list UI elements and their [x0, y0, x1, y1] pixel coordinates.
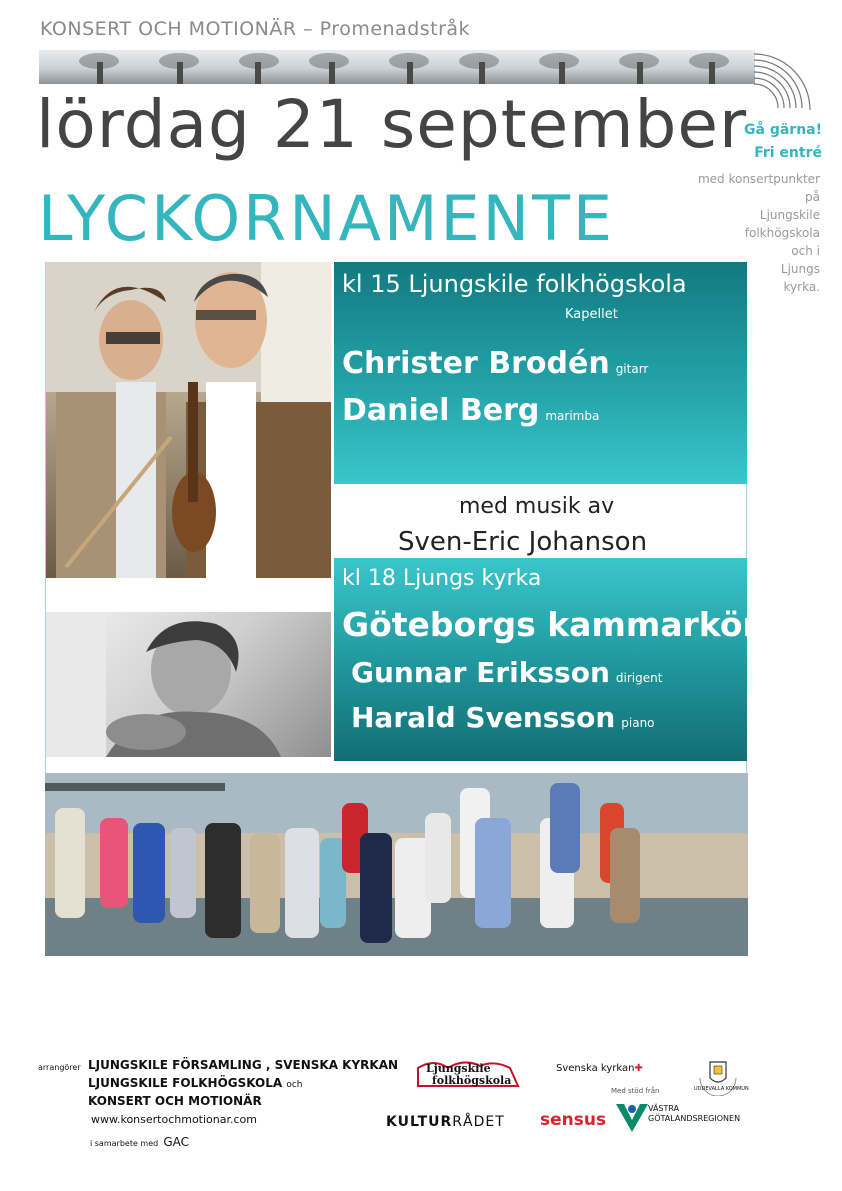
free-entry-note: Fri entré	[754, 145, 822, 161]
event-date: lördag 21 september	[36, 86, 748, 163]
composer-name: Sven-Eric Johanson	[398, 527, 648, 557]
kulturradet-logo	[386, 1114, 505, 1130]
collab-line	[90, 1131, 189, 1150]
event-title: LYCKORNAMENTE	[38, 182, 616, 255]
performer-row	[342, 346, 648, 381]
vgr-text-line1: VÄSTRA	[648, 1104, 680, 1113]
organizer-conjunction: och	[286, 1080, 303, 1090]
concert2-time-place: kl 18 Ljungs kyrka	[342, 566, 542, 591]
tree-banner-photo	[39, 50, 755, 84]
performer-name: Harald Svensson	[351, 701, 616, 734]
composer-intro: med musik av	[459, 494, 615, 519]
side-desc-line: Ljungskile	[759, 208, 820, 222]
vastra-gotalandsregionen-logo	[614, 1100, 772, 1136]
organizers-label: arrangörer	[38, 1063, 81, 1072]
cross-icon: ✚	[634, 1063, 643, 1074]
free-note-line1: Gå gärna!	[744, 122, 822, 138]
side-desc-line: och i	[791, 244, 820, 258]
organizer-line	[88, 1076, 303, 1090]
organizer-name: LJUNGSKILE FOLKHÖGSKOLA	[88, 1076, 283, 1090]
performer-name: Gunnar Eriksson	[351, 656, 610, 689]
musicians-photo	[46, 262, 331, 578]
uddevalla-kommun-logo	[694, 1050, 749, 1096]
performer-row	[351, 701, 655, 734]
organizer-line: KONSERT OCH MOTIONÄR	[88, 1094, 262, 1108]
concert1-venue-detail: Kapellet	[565, 307, 618, 322]
side-desc-line: folkhögskola	[744, 226, 820, 240]
performer-row	[342, 393, 599, 428]
ljungskile-folkhogskola-logo	[414, 1056, 522, 1090]
side-desc-line: Ljungs	[780, 262, 820, 276]
performer-role: marimba	[545, 409, 600, 423]
svenska-kyrkan-text: Svenska kyrkan	[556, 1063, 635, 1074]
performer-row	[351, 656, 662, 689]
performer-name: Christer Brodén	[342, 346, 610, 381]
performer-role: gitarr	[615, 362, 649, 376]
kulturradet-bold: KULTUR	[386, 1114, 453, 1130]
side-desc-line: med konsertpunkter	[697, 172, 820, 186]
performer-name: Daniel Berg	[342, 393, 540, 428]
collab-label: i samarbete med	[90, 1139, 159, 1148]
logo-text-line1: Ljungskile	[426, 1062, 491, 1075]
website-link[interactable]: www.konsertochmotionar.com	[91, 1113, 257, 1126]
logo-text-line2: folkhögskola	[432, 1074, 512, 1087]
collab-name: GAC	[163, 1135, 189, 1149]
vgr-text-line2: GÖTALANDSREGIONEN	[648, 1114, 741, 1123]
choir-photo	[45, 773, 748, 956]
sound-arcs-decoration	[752, 52, 822, 114]
vgr-mark-icon	[614, 1100, 650, 1134]
svenska-kyrkan-logo	[556, 1063, 643, 1074]
support-label: Med stöd från	[611, 1087, 660, 1095]
side-desc-line: kyrka.	[783, 280, 820, 294]
concert1-time-place: kl 15 Ljungskile folkhögskola	[342, 270, 687, 298]
ensemble-name: Göteborgs kammarkör	[342, 605, 759, 644]
performer-role: dirigent	[615, 671, 663, 685]
composer-photo	[46, 612, 331, 757]
performer-role: piano	[621, 716, 655, 730]
side-desc-line: på	[805, 190, 820, 204]
uddevalla-text: UDDEVALLA KOMMUN	[694, 1086, 749, 1092]
kulturradet-light: RÅDET	[452, 1114, 505, 1130]
organizer-line: LJUNGSKILE FÖRSAMLING , SVENSKA KYRKAN	[88, 1058, 399, 1072]
header-kicker: KONSERT OCH MOTIONÄR – Promenadstråk	[40, 18, 471, 40]
sensus-logo: sensus	[540, 1110, 607, 1130]
